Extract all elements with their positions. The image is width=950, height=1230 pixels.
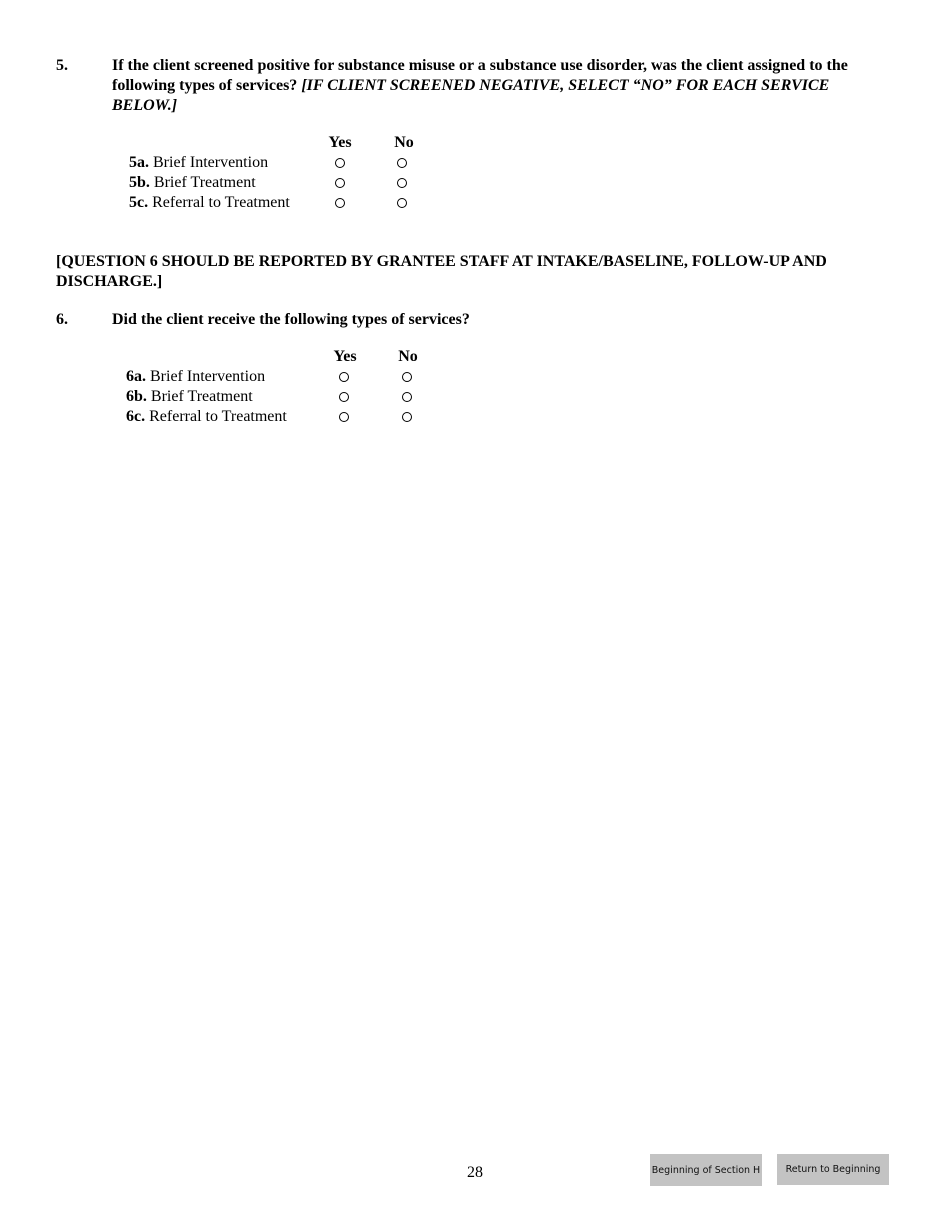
option-text-5c: Referral to Treatment: [148, 194, 290, 211]
option-code-5c: 5c.: [129, 194, 149, 211]
return-to-beginning-button[interactable]: Return to Beginning: [777, 1154, 889, 1185]
option-row-6b: [126, 387, 253, 407]
radio-5a-no[interactable]: [397, 158, 407, 168]
question-6-options: [126, 347, 436, 427]
beginning-of-section-button[interactable]: Beginning of Section H: [650, 1154, 762, 1186]
option-label-6b: [126, 388, 253, 405]
option-text-5a: Brief Intervention: [149, 154, 269, 171]
question-5: [56, 56, 896, 116]
radio-6b-yes[interactable]: [339, 392, 349, 402]
radio-6a-no[interactable]: [402, 372, 412, 382]
option-row-5b: [129, 173, 256, 193]
option-label-6c: [126, 408, 287, 425]
option-row-6a: [126, 367, 265, 387]
option-text-6a: Brief Intervention: [146, 368, 266, 385]
radio-5a-yes[interactable]: [335, 158, 345, 168]
radio-5b-yes[interactable]: [335, 178, 345, 188]
option-text-5b: Brief Treatment: [149, 174, 256, 191]
option-text-6c: Referral to Treatment: [145, 408, 287, 425]
yes-column-header: Yes: [333, 348, 357, 365]
radio-5c-yes[interactable]: [335, 198, 345, 208]
option-code-6c: 6c.: [126, 408, 146, 425]
radio-6a-yes[interactable]: [339, 372, 349, 382]
option-code-6b: 6b.: [126, 388, 147, 405]
question-6: [56, 310, 896, 330]
option-label-5a: [129, 154, 268, 171]
question-6-text: Did the client receive the following types of services?: [112, 311, 470, 328]
option-label-5b: [129, 174, 256, 191]
option-code-6a: 6a.: [126, 368, 146, 385]
question-5-number: 5.: [56, 57, 68, 74]
question-5-text: [112, 56, 896, 116]
option-code-5a: 5a.: [129, 154, 149, 171]
option-label-5c: [129, 194, 290, 211]
page-number: 28: [467, 1164, 483, 1181]
question-5-prompt: If the client screened positive for substance misuse or a substance use disorder, was the client assigned to the following types of services?: [112, 57, 848, 94]
question-5-instruction: [IF CLIENT SCREENED NEGATIVE, SELECT “NO” FOR EACH SERVICE BELOW.]: [112, 77, 830, 114]
option-code-5b: 5b.: [129, 174, 150, 191]
radio-5c-no[interactable]: [397, 198, 407, 208]
yes-column-header: Yes: [328, 134, 352, 151]
radio-6c-yes[interactable]: [339, 412, 349, 422]
question-6-number: 6.: [56, 311, 68, 328]
question-6-notice: [QUESTION 6 SHOULD BE REPORTED BY GRANTEE STAFF AT INTAKE/BASELINE, FOLLOW-UP AND DISCHARGE.]: [56, 253, 827, 290]
no-column-header: No: [398, 348, 418, 365]
no-column-header: No: [394, 134, 414, 151]
radio-6c-no[interactable]: [402, 412, 412, 422]
option-row-5c: [129, 193, 290, 213]
radio-5b-no[interactable]: [397, 178, 407, 188]
radio-6b-no[interactable]: [402, 392, 412, 402]
question-5-options: [129, 133, 429, 213]
option-text-6b: Brief Treatment: [146, 388, 253, 405]
option-label-6a: [126, 368, 265, 385]
option-row-5a: [129, 153, 268, 173]
option-row-6c: [126, 407, 287, 427]
